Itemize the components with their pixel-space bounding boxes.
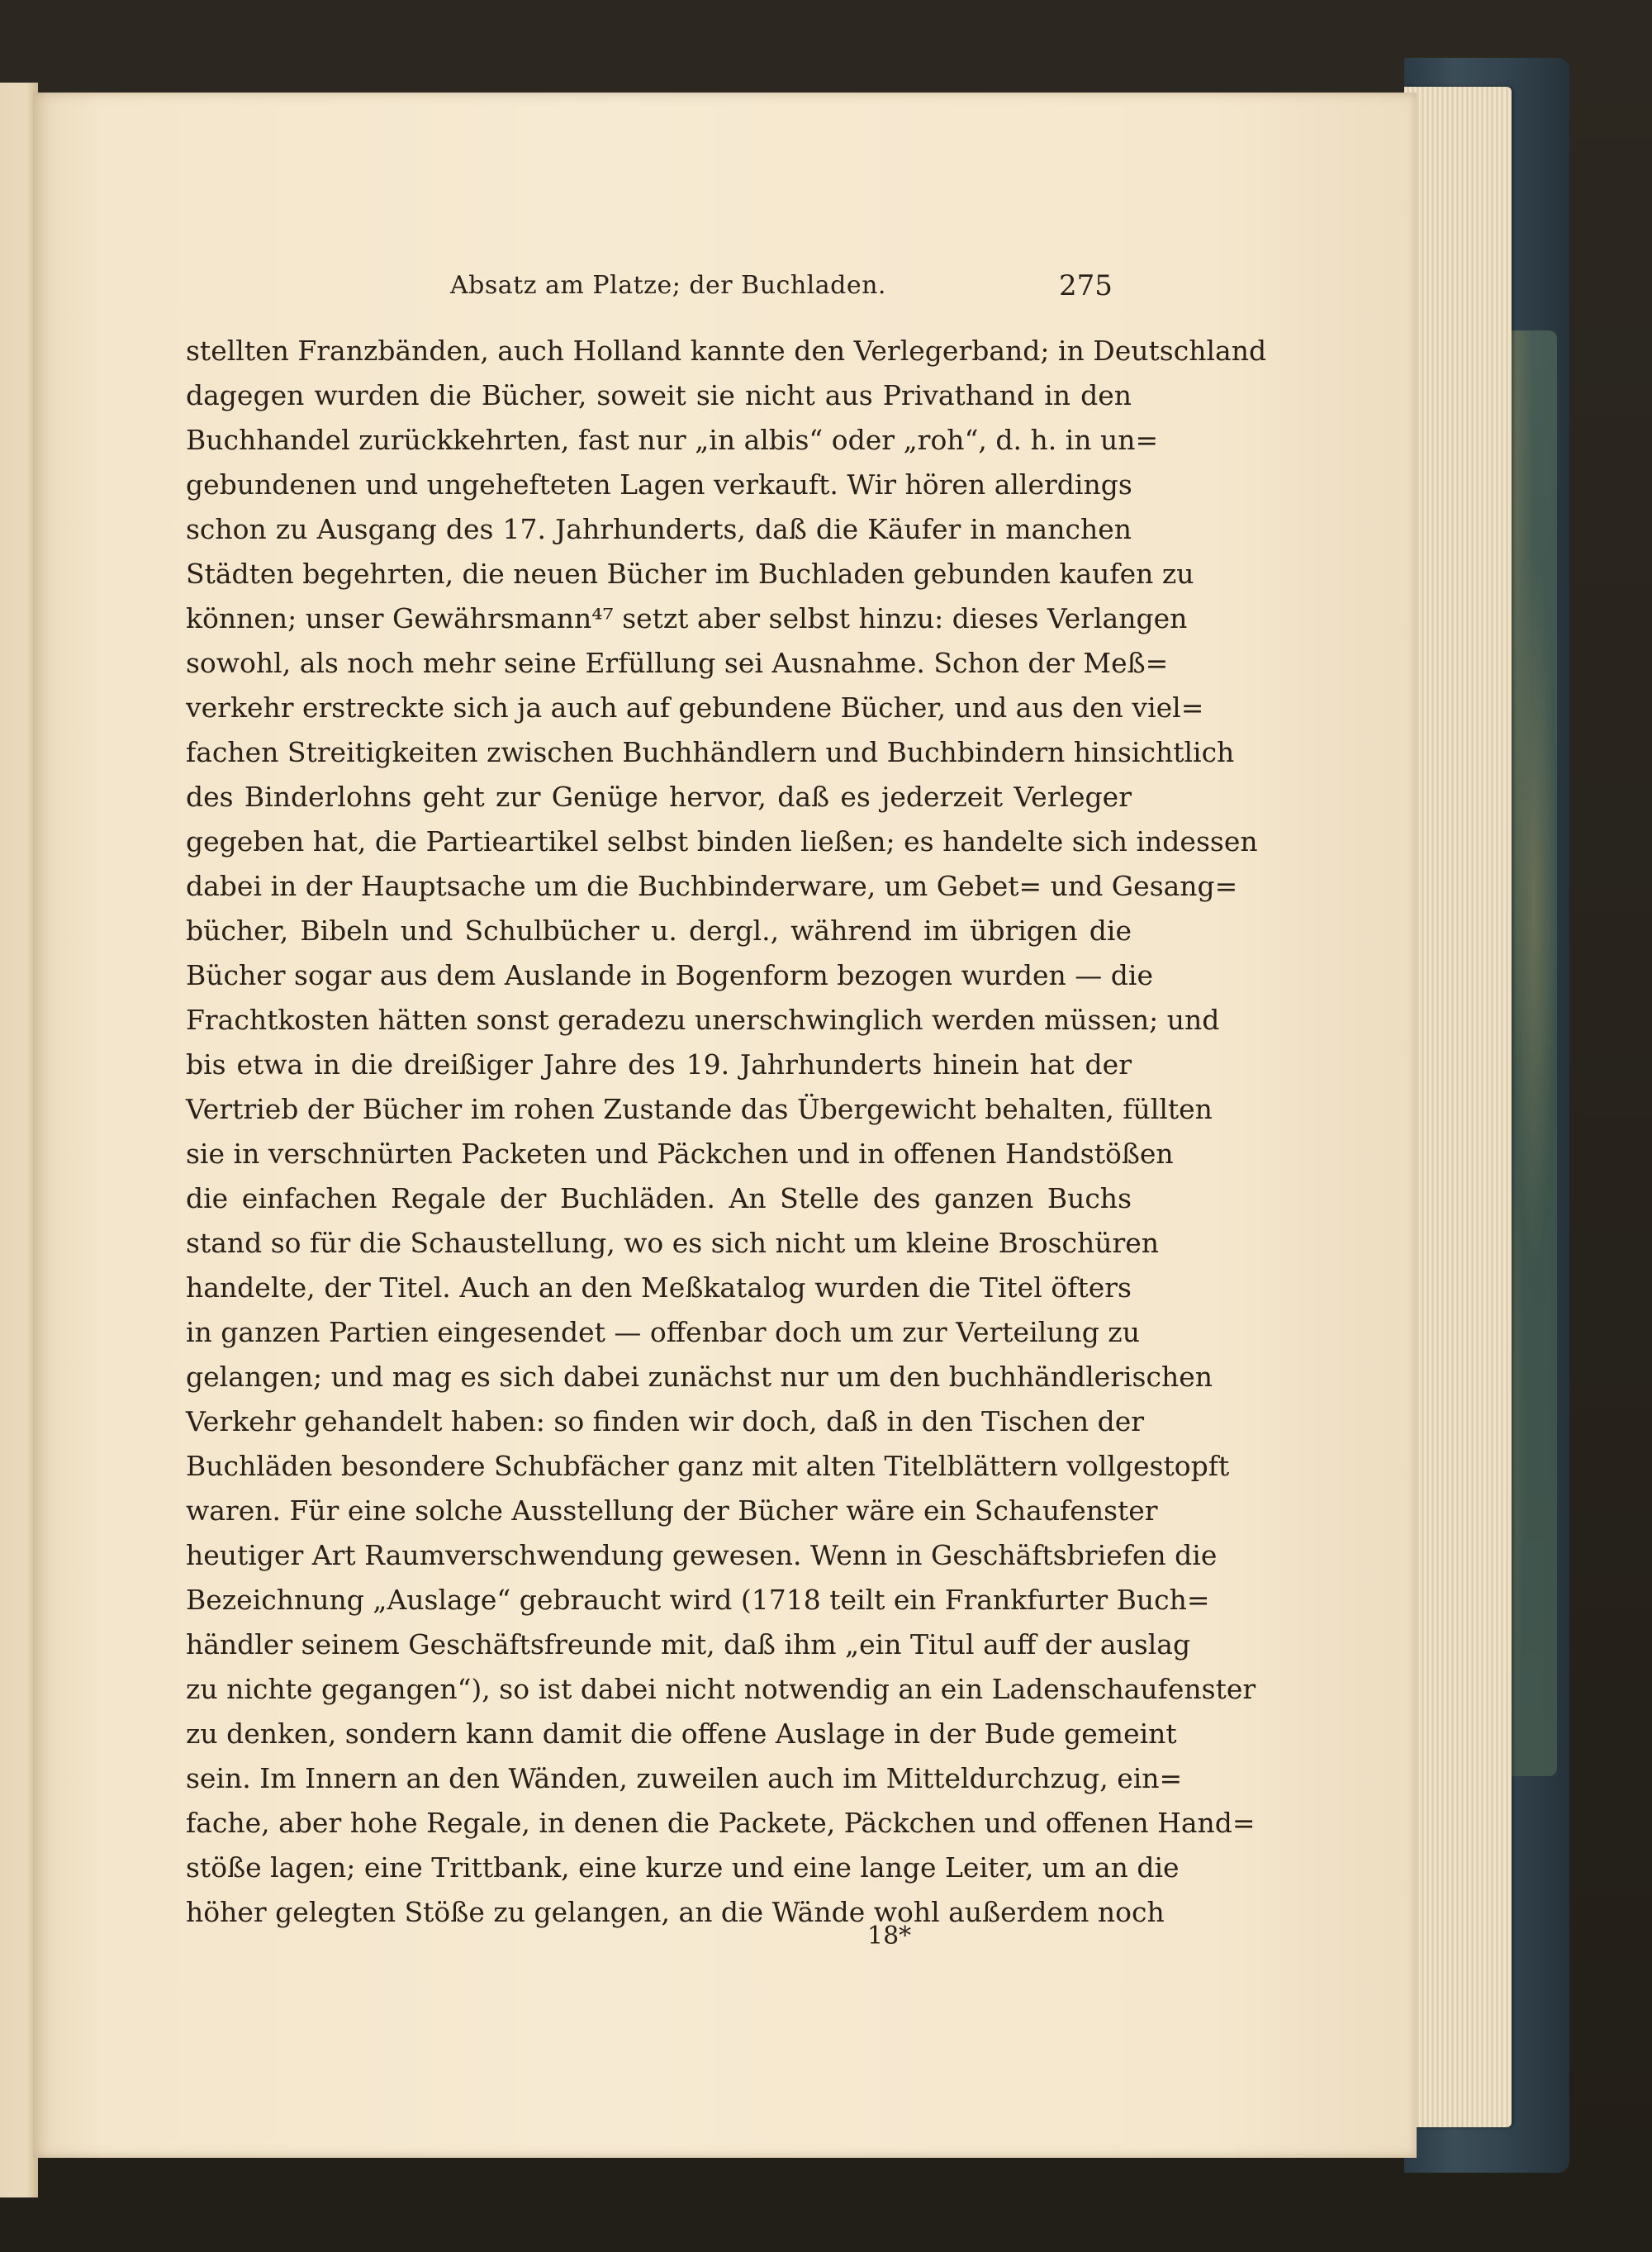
text-line: dabei in der Hauptsache um die Buchbinderware, um Gebet= und Gesang= <box>186 870 1238 902</box>
text-line: in ganzen Partien eingesendet — offenbar doch um zur Verteilung zu <box>186 1316 1140 1348</box>
text-line: gelangen; und mag es sich dabei zunächst nur um den buchhändlerischen <box>186 1361 1213 1393</box>
text-line: sein. Im Innern an den Wänden, zuweilen auch im Mitteldurchzug, ein= <box>186 1762 1183 1794</box>
text-line: können; unser Gewährsmann⁴⁷ setzt aber selbst hinzu: dieses Verlangen <box>186 602 1188 634</box>
text-line: Verkehr gehandelt haben: so finden wir doch, daß in den Tischen der <box>186 1405 1145 1437</box>
body-text <box>186 329 1267 1935</box>
text-line: zu nichte gegangen“), so ist dabei nicht notwendig an ein Ladenschaufenster <box>186 1673 1256 1705</box>
text-line: schon zu Ausgang des 17. Jahrhunderts, daß die Käufer in manchen <box>186 513 1132 545</box>
text-line: stöße lagen; eine Trittbank, eine kurze und eine lange Leiter, um an die <box>186 1851 1180 1884</box>
text-line: bücher, Bibeln und Schulbücher u. dergl., während im übrigen die <box>186 915 1132 947</box>
text-line: die einfachen Regale der Buchläden. An Stelle des ganzen Buchs <box>186 1182 1132 1214</box>
text-line: dagegen wurden die Bücher, soweit sie nicht aus Privathand in den <box>186 379 1132 411</box>
header-title: Absatz am Platze; der Buchladen. <box>450 271 886 300</box>
text-line: fache, aber hohe Regale, in denen die Packete, Päckchen und offenen Hand= <box>186 1807 1256 1839</box>
text-line: Bezeichnung „Auslage“ gebraucht wird (1718 teilt ein Frankfurter Buch= <box>186 1584 1210 1616</box>
page-number: 275 <box>1059 269 1113 302</box>
text-line: Vertrieb der Bücher im rohen Zustande das Übergewicht behalten, füllten <box>186 1093 1213 1125</box>
text-line: stellten Franzbänden, auch Holland kannte den Verlegerband; in Deutschland <box>186 335 1267 367</box>
text-line: sowohl, als noch mehr seine Erfüllung sei Ausnahme. Schon der Meß= <box>186 647 1169 679</box>
text-line: bis etwa in die dreißiger Jahre des 19. Jahrhunderts hinein hat der <box>186 1048 1132 1081</box>
text-line: des Binderlohns geht zur Genüge hervor, daß es jederzeit Verleger <box>186 781 1132 813</box>
text-line: Bücher sogar aus dem Auslande in Bogenform bezogen wurden — die <box>186 959 1153 991</box>
running-head <box>0 271 1652 304</box>
text-line: sie in verschnürten Packeten und Päckchen und in offenen Handstößen <box>186 1138 1174 1170</box>
text-line: verkehr erstreckte sich ja auch auf gebundene Bücher, und aus den viel= <box>186 691 1204 724</box>
text-line: heutiger Art Raumverschwendung gewesen. Wenn in Geschäftsbriefen die <box>186 1539 1218 1571</box>
text-line: händler seinem Geschäftsfreunde mit, daß ihm „ein Titul auff der auslag <box>186 1628 1191 1660</box>
text-line: waren. Für eine solche Ausstellung der Bücher wäre ein Schaufenster <box>186 1494 1158 1527</box>
text-line: Städten begehrten, die neuen Bücher im Buchladen gebunden kaufen zu <box>186 558 1194 590</box>
text-line: zu denken, sondern kann damit die offene Auslage in der Bude gemeint <box>186 1718 1177 1750</box>
text-line: gebundenen und ungehefteten Lagen verkauft. Wir hören allerdings <box>186 468 1132 501</box>
text-line: fachen Streitigkeiten zwischen Buchhändlern und Buchbindern hinsichtlich <box>186 736 1235 768</box>
text-line: stand so für die Schaustellung, wo es sich nicht um kleine Broschüren <box>186 1227 1160 1259</box>
text-line: Frachtkosten hätten sonst geradezu unerschwinglich werden müssen; und <box>186 1004 1220 1036</box>
signature-mark: 18* <box>867 1922 912 1950</box>
page-edges <box>1404 87 1512 2127</box>
text-line: Buchhandel zurückkehrten, fast nur „in albis“ oder „roh“, d. h. in un= <box>186 424 1159 456</box>
text-line: höher gelegten Stöße zu gelangen, an die Wände wohl außerdem noch <box>186 1896 1165 1928</box>
text-line: gegeben hat, die Partieartikel selbst binden ließen; es handelte sich indessen <box>186 825 1258 858</box>
text-line: handelte, der Titel. Auch an den Meßkatalog wurden die Titel öfters <box>186 1271 1132 1304</box>
text-line: Buchläden besondere Schubfächer ganz mit alten Titelblättern vollgestopft <box>186 1450 1230 1482</box>
